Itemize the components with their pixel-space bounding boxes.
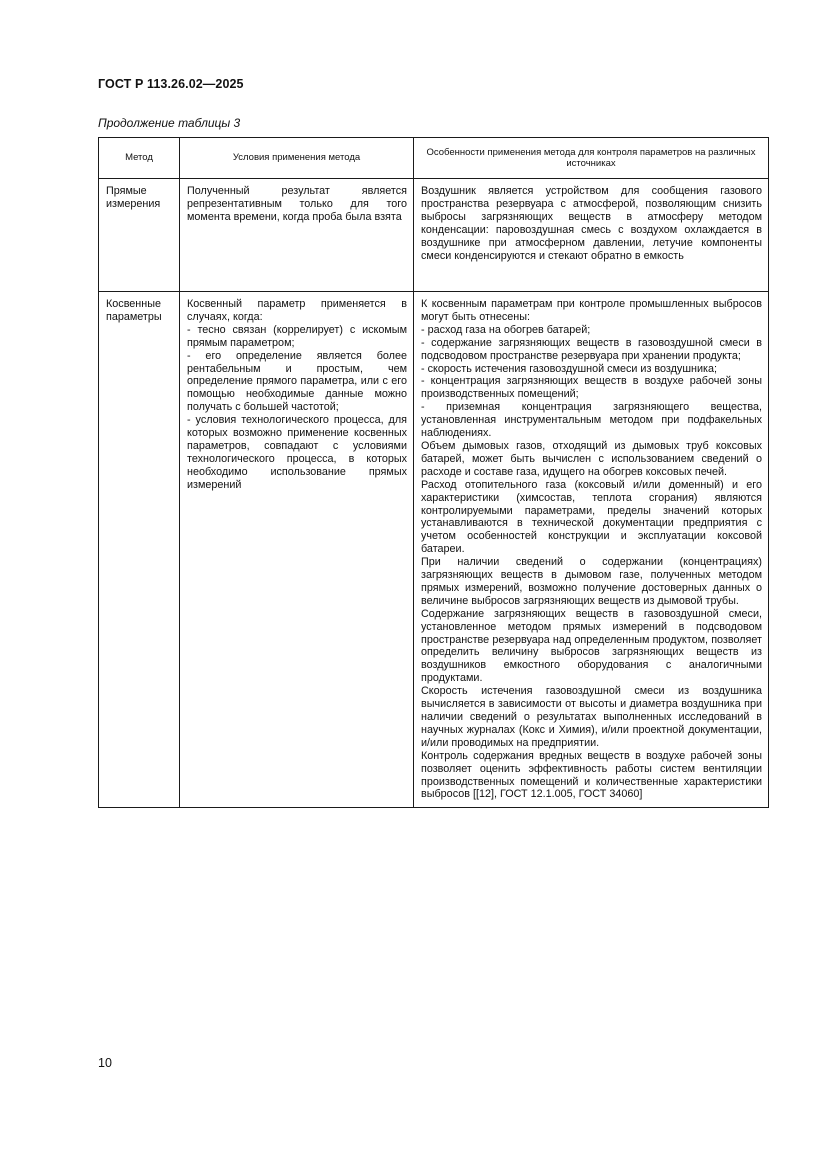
features-paragraph: Объем дымовых газов, отходящий из дымовых труб коксовых батарей, может быть вычислен с использованием сведений о расходе и составе газа, идущего на обогрев коксовых печей. <box>421 439 762 478</box>
column-header-features: Особенности применения метода для контроля параметров на различных источниках <box>414 138 769 179</box>
column-header-conditions: Условия применения метода <box>180 138 414 179</box>
document-header: ГОСТ Р 113.26.02—2025 <box>98 77 244 91</box>
conditions-list-item: - условия технологического процесса, для которых возможно применение косвенных параметров, совпадают с условиями технологического процесса, в которых необходимо использование прямых измерений <box>187 414 407 491</box>
features-paragraph: Расход отопительного газа (коксовый и/или доменный) и его характеристики (химсостав, теплота сгорания) являются контролируемыми параметрами, пределы значений которых устанавливаются в технической документации предприятия с учетом особенностей конструкции и эксплуатации коксовой батареи. <box>421 478 762 556</box>
conditions-cell: Полученный результат является репрезентативным только для того момента времени, когда проба была взята <box>180 179 414 292</box>
features-list-item: - расход газа на обогрев батарей; <box>421 323 591 336</box>
table-row <box>99 292 769 808</box>
features-list-item: - приземная концентрация загрязняющего вещества, установленная инструментальным методом при подфакельных наблюдениях. <box>421 401 762 440</box>
method-cell: Косвенные параметры <box>99 292 180 808</box>
features-paragraph: Содержание загрязняющих веществ в газовоздушной смеси, установленное методом прямых измерений в подсводовом пространстве резервуара над определенным продуктом, позволяет определить величину выбросов загрязняющих веществ из воздушников емкостного оборудования с аналогичными продуктами. <box>421 607 762 685</box>
features-paragraph: Воздушник является устройством для сообщения газового пространства резервуара с атмосферой, позволяющим снизить выбросы загрязняющих веществ в атмосферу методом конденсации: паровоздушная смесь с воздухом охлаждается в воздушнике при атмосферном давлении, летучие компоненты смеси конденсируются и стекают обратно в емкость <box>421 185 762 262</box>
table-3 <box>98 137 769 808</box>
features-list-item: - скорость истечения газовоздушной смеси из воздушника; <box>421 362 717 375</box>
features-paragraph: Контроль содержания вредных веществ в воздухе рабочей зоны позволяет оценить эффективность работы систем вентиляции производственных помещений и количественные характеристики выбросов [[12], ГОСТ 12.1.005, ГОСТ 34060] <box>421 749 762 801</box>
table-row <box>99 179 769 292</box>
features-list-item: - концентрация загрязняющих веществ в воздухе рабочей зоны производственных помещений; <box>421 375 762 401</box>
table-caption: Продолжение таблицы 3 <box>98 116 241 130</box>
features-cell <box>414 292 769 808</box>
conditions-paragraph: Косвенный параметр применяется в случаях, когда: <box>187 298 407 323</box>
column-header-method: Метод <box>99 138 180 179</box>
method-cell: Прямые измерения <box>99 179 180 292</box>
conditions-cell <box>180 292 414 808</box>
features-paragraph: При наличии сведений о содержании (концентрациях) загрязняющих веществ в дымовом газе, полученных методом прямых измерений, возможно получение достоверных данных о величине выбросов загрязняющих веществ из дымовой трубы. <box>421 556 762 607</box>
features-paragraph: К косвенным параметрам при контроле промышленных выбросов могут быть отнесены: <box>421 298 762 323</box>
page-number: 10 <box>98 1056 112 1070</box>
conditions-list-item: - тесно связан (коррелирует) с искомым прямым параметром; <box>187 323 407 349</box>
features-cell <box>414 179 769 292</box>
table-header-row <box>99 138 769 179</box>
conditions-list-item: - его определение является более рентабельным и простым, чем определение прямого параметра, или с его помощью необходимые данные можно получать с большей частотой; <box>187 349 407 414</box>
features-paragraph: Скорость истечения газовоздушной смеси из воздушника вычисляется в зависимости от высоты и диаметра воздушника при наличии сведений о результатах выполненных исследований в научных журналах (Кокс и Химия), и/или проектной документации, и/или проводимых на предприятии. <box>421 685 762 749</box>
features-list-item: - содержание загрязняющих веществ в газовоздушной смеси в подсводовом пространстве резервуара при хранении продукта; <box>421 336 762 362</box>
